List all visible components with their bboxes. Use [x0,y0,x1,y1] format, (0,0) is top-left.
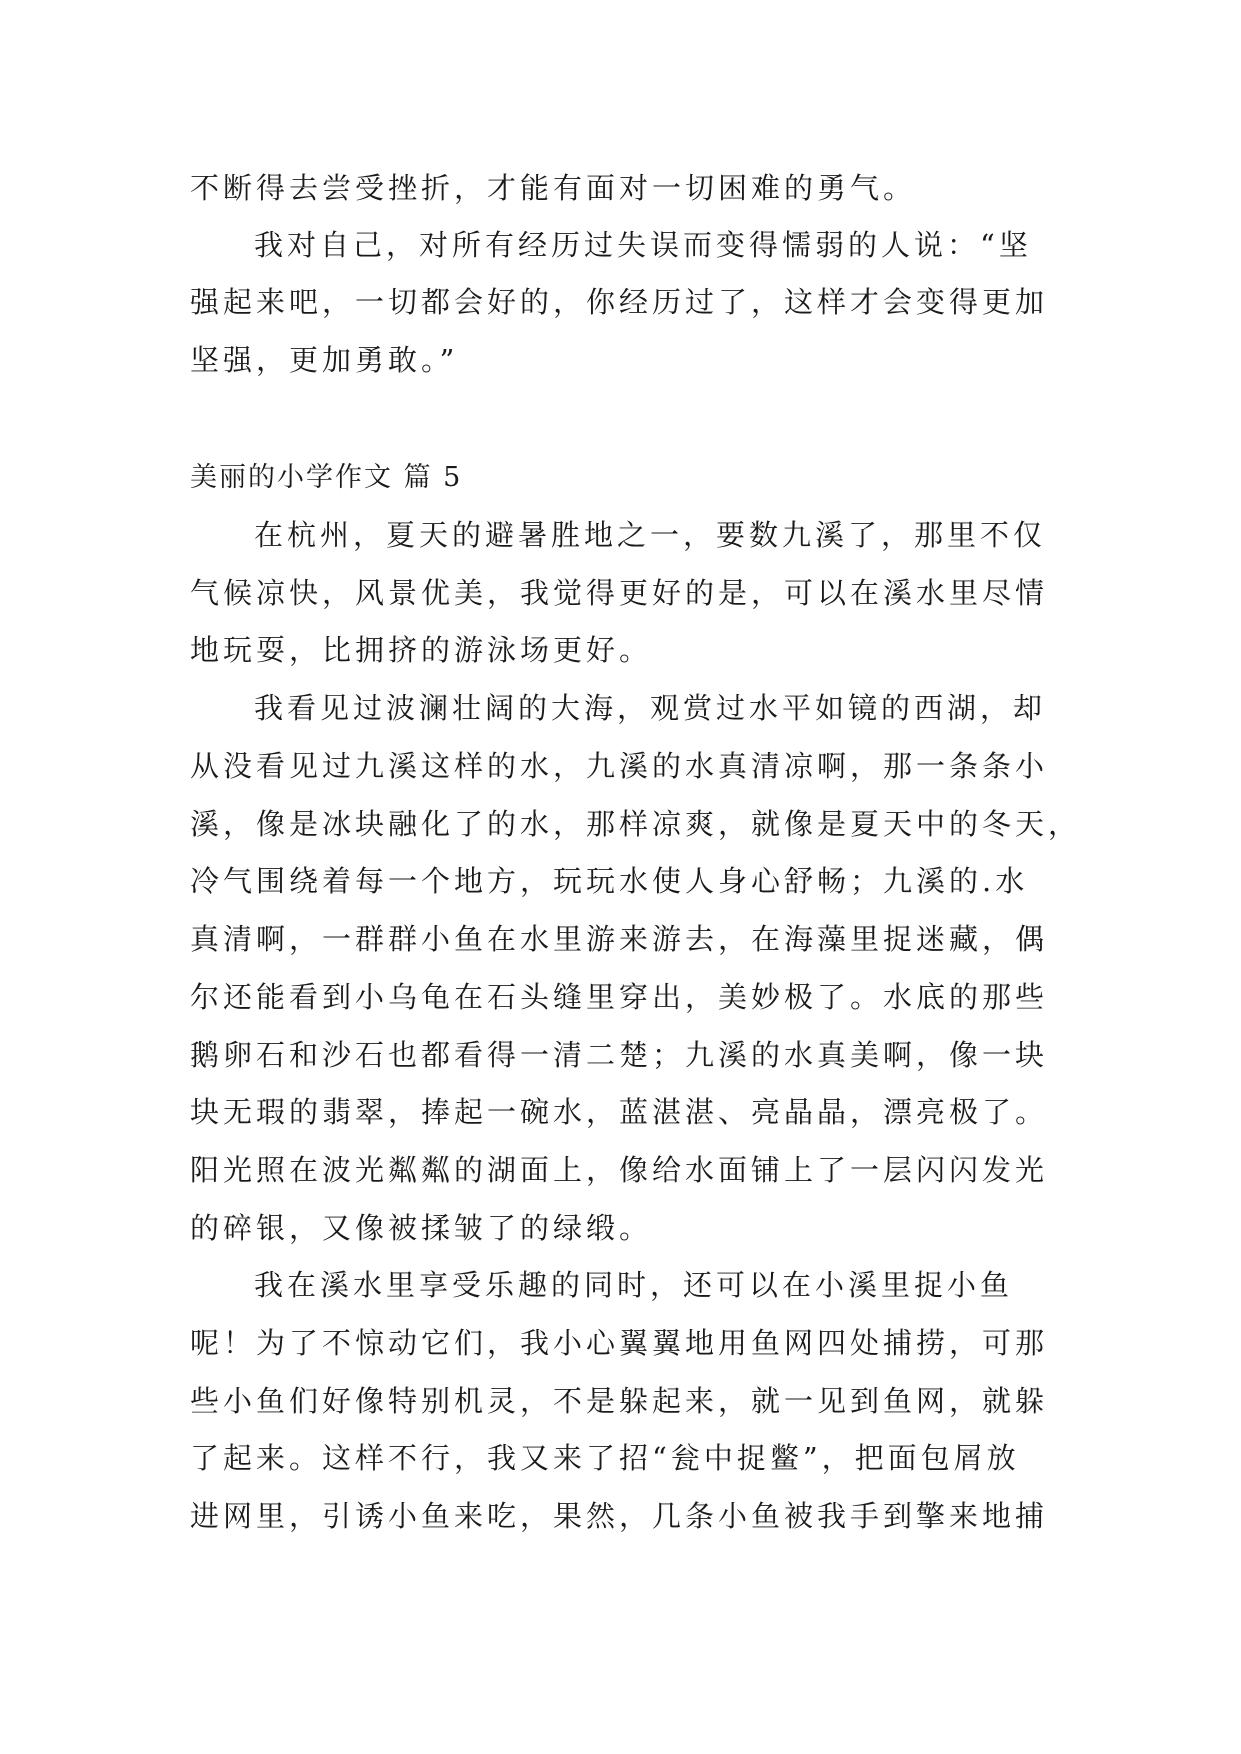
text-line: 尔还能看到小乌龟在石头缝里穿出，美妙极了。水底的那些 [190,980,1049,1014]
text-line: 在杭州，夏天的避暑胜地之一，要数九溪了，那里不仅 [254,518,1047,552]
text-line: 坚强，更加勇敢。” [190,343,459,377]
text-line: 强起来吧，一切都会好的，你经历过了，这样才会变得更加 [190,285,1049,319]
text-line: 冷气围绕着每一个地方，玩玩水使人身心舒畅；九溪的.水 [190,864,1029,898]
text-line: 我对自己，对所有经历过失误而变得懦弱的人说：“坚 [254,228,1032,262]
text-line: 块无瑕的翡翠，捧起一碗水，蓝湛湛、亮晶晶，漂亮极了。 [190,1095,1049,1129]
text-line: 阳光照在波光粼粼的湖面上，像给水面铺上了一层闪闪发光 [190,1153,1049,1187]
text-line: 些小鱼们好像特别机灵，不是躲起来，就一见到鱼网，就躲 [190,1384,1049,1418]
text-line: 从没看见过九溪这样的水，九溪的水真清凉啊，那一条条小 [190,749,1049,783]
text-line: 呢！为了不惊动它们，我小心翼翼地用鱼网四处捕捞，可那 [190,1326,1049,1360]
text-line: 我看见过波澜壮阔的大海，观赏过水平如镜的西湖，却 [254,691,1047,725]
text-line: 鹅卵石和沙石也都看得一清二楚；九溪的水真美啊，像一块 [190,1038,1049,1072]
text-line: 的碎银，又像被揉皱了的绿缎。 [190,1211,653,1245]
text-line: 我在溪水里享受乐趣的同时，还可以在小溪里捉小鱼 [254,1268,1014,1302]
text-line: 不断得去尝受挫折，才能有面对一切困难的勇气。 [190,171,917,205]
text-line: 溪，像是冰块融化了的水，那样凉爽，就像是夏天中的冬天， [190,807,1082,841]
section-title: 美丽的小学作文 篇 5 [190,462,463,493]
text-line: 地玩耍，比拥挤的游泳场更好。 [190,633,653,667]
text-line: 进网里，引诱小鱼来吃，果然，几条小鱼被我手到擎来地捕 [190,1499,1049,1533]
text-line: 了起来。这样不行，我又来了招“瓮中捉鳖”，把面包屑放 [190,1441,1020,1475]
text-line: 真清啊，一群群小鱼在水里游来游去，在海藻里捉迷藏，偶 [190,922,1049,956]
text-line: 气候凉快，风景优美，我觉得更好的是，可以在溪水里尽情 [190,576,1049,610]
